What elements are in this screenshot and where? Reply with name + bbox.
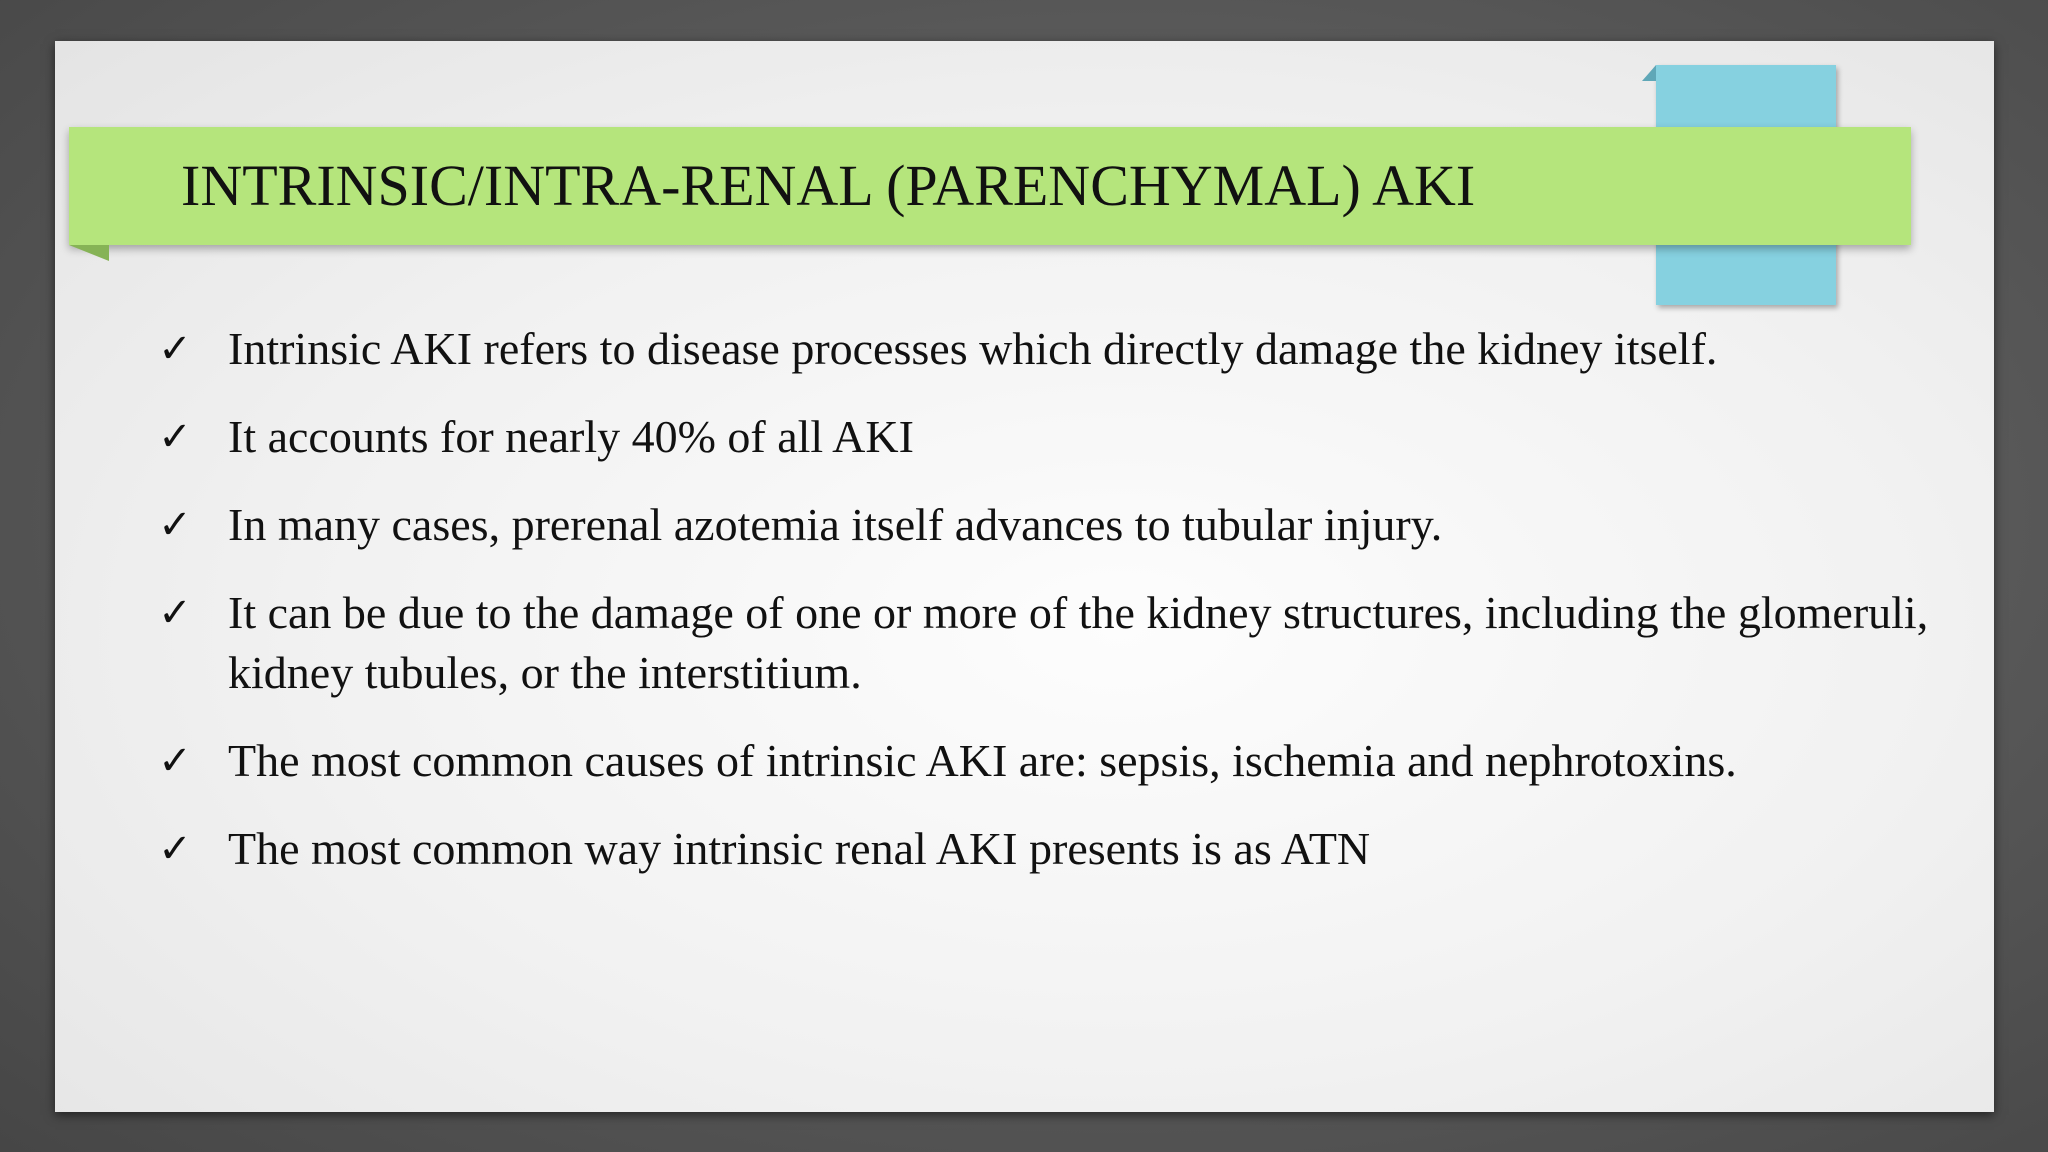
bullet-item bbox=[155, 407, 1985, 467]
check-icon: ✓ bbox=[158, 326, 192, 372]
bullet-text: It accounts for nearly 40% of all AKI bbox=[228, 411, 914, 462]
bullet-text: It can be due to the damage of one or more of the kidney structures, including the glomeruli, kidney tubules, or the interstitium. bbox=[228, 587, 1929, 698]
bullet-text: In many cases, prerenal azotemia itself advances to tubular injury. bbox=[228, 499, 1443, 550]
slide bbox=[55, 41, 1994, 1112]
bullet-item bbox=[155, 819, 1985, 879]
check-icon: ✓ bbox=[158, 502, 192, 548]
check-icon: ✓ bbox=[158, 738, 192, 784]
bullet-item bbox=[155, 495, 1985, 555]
bullet-list bbox=[155, 319, 1985, 907]
bullet-text: Intrinsic AKI refers to disease processes which directly damage the kidney itself. bbox=[228, 323, 1718, 374]
bullet-text: The most common causes of intrinsic AKI are: sepsis, ischemia and nephrotoxins. bbox=[228, 735, 1737, 786]
title-banner bbox=[69, 127, 1911, 245]
bullet-item bbox=[155, 583, 1985, 703]
check-icon: ✓ bbox=[158, 826, 192, 872]
check-icon: ✓ bbox=[158, 414, 192, 460]
check-icon: ✓ bbox=[158, 590, 192, 636]
bullet-text: The most common way intrinsic renal AKI presents is as ATN bbox=[228, 823, 1371, 874]
bullet-item bbox=[155, 731, 1985, 791]
bullet-item bbox=[155, 319, 1985, 379]
slide-title: INTRINSIC/INTRA-RENAL (PARENCHYMAL) AKI bbox=[181, 153, 1476, 218]
